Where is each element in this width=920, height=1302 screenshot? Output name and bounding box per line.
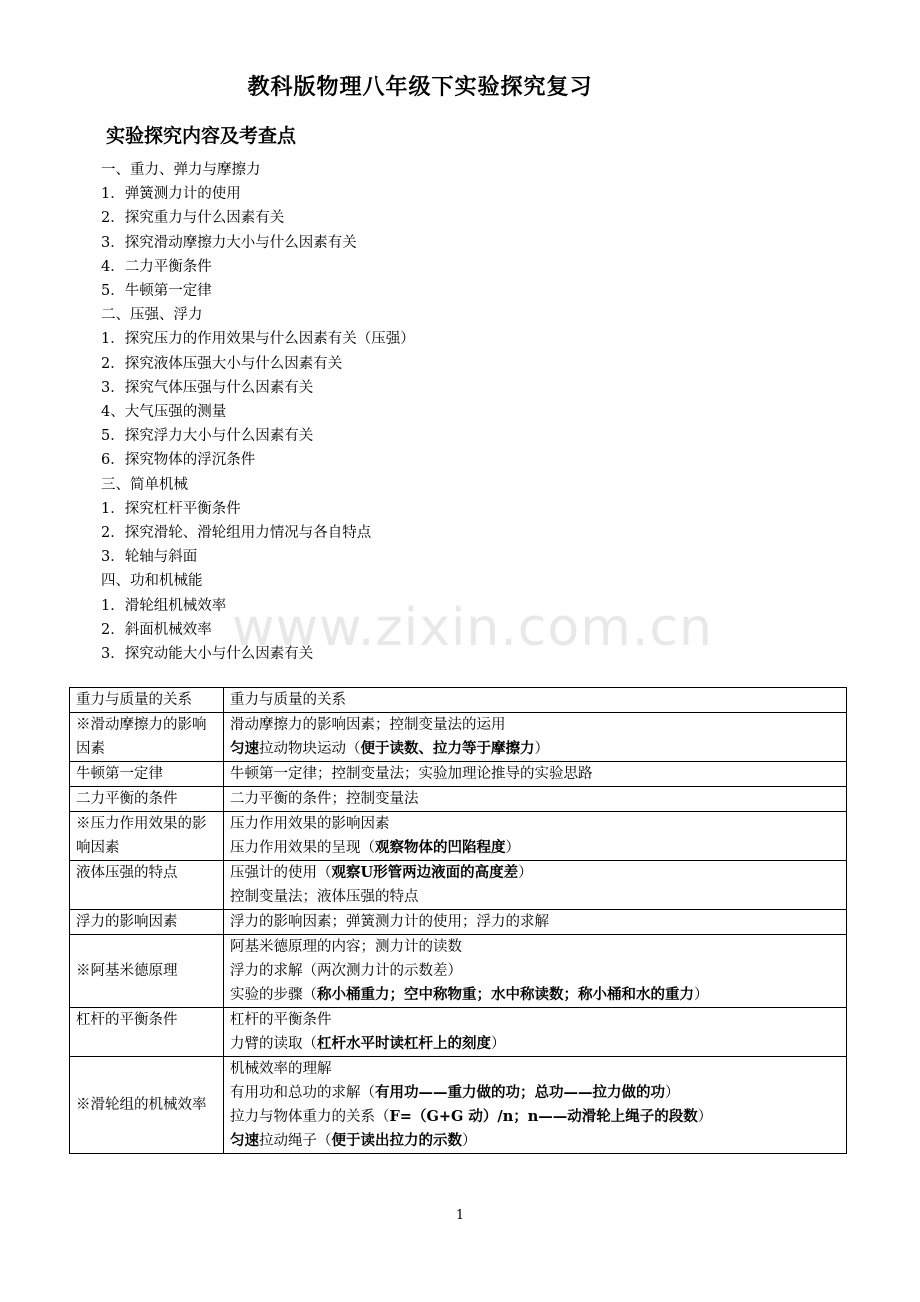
outline-item: 3．探究气体压强与什么因素有关 [101,379,314,396]
topic-cell: ※滑轮组的机械效率 [70,1057,224,1154]
point-line [230,1008,840,1032]
table-row [70,1008,847,1057]
emphasis-text: 有用功——重力做的功；总功——拉力做的功 [375,1084,665,1101]
table-row [70,713,847,762]
outline-item: 2．斜面机械效率 [101,621,212,638]
emphasis-text: 匀速 [230,1132,259,1149]
point-line [230,910,840,934]
outline-item: 1．探究杠杆平衡条件 [101,500,241,517]
point-text: 压强计的使用（ [230,865,332,881]
point-line [230,935,840,959]
points-cell [224,762,847,787]
outline-item: 2．探究重力与什么因素有关 [101,210,285,227]
point-text: ） [491,1036,506,1052]
page-title: 教科版物理八年级下实验探究复习 [247,75,593,100]
topic-cell: 浮力的影响因素 [70,910,224,935]
point-text: 杠杆的平衡条件 [230,1012,332,1028]
point-text: ） [694,987,709,1003]
point-text: 拉动绳子（ [259,1133,332,1149]
point-line [230,861,840,885]
outline-item: 4、大气压强的测量 [101,404,227,421]
point-text: 实验的步骤（ [230,987,317,1003]
outline-item: 3．探究动能大小与什么因素有关 [101,646,314,663]
point-line [230,836,840,860]
emphasis-text: F=（G+G 动）/n；n——动滑轮上绳子的段数 [389,1108,698,1125]
outline-item: 1．滑轮组机械效率 [101,597,227,614]
points-cell [224,812,847,861]
point-text: 滑动摩擦力的影响因素；控制变量法的运用 [230,717,506,733]
point-text: ） [534,741,549,757]
point-line [230,713,840,737]
point-text: 阿基米德原理的内容；测力计的读数 [230,939,462,955]
points-cell [224,861,847,910]
point-text: 拉动物块运动（ [259,741,361,757]
section-subtitle: 实验探究内容及考查点 [106,125,297,147]
table-row [70,861,847,910]
emphasis-text: 匀速 [230,740,259,757]
emphasis-text: 观察U形管两边液面的高度差 [331,864,519,881]
point-text: ） [462,1133,477,1149]
point-line [230,959,840,983]
points-cell [224,910,847,935]
points-cell [224,787,847,812]
watermark: www.zixin.com.cn [232,598,713,658]
point-text: 浮力的影响因素；弹簧测力计的使用；浮力的求解 [230,914,549,930]
table-row [70,935,847,1008]
outline-item: 3．轮轴与斜面 [101,549,198,566]
table-row [70,762,847,787]
point-line [230,737,840,761]
point-text: 拉力与物体重力的关系（ [230,1109,390,1125]
point-text: 压力作用效果的影响因素 [230,816,390,832]
outline-item: 3．探究滑动摩擦力大小与什么因素有关 [101,234,357,251]
point-line [230,983,840,1007]
point-line [230,812,840,836]
point-text: 力臂的读取（ [230,1036,317,1052]
outline-item: 二、压强、浮力 [101,307,203,324]
point-text: 压力作用效果的呈现（ [230,840,375,856]
topic-cell: 杠杆的平衡条件 [70,1008,224,1057]
point-text: ） [697,1109,713,1125]
points-cell [224,1008,847,1057]
outline-item: 2．探究液体压强大小与什么因素有关 [101,355,343,372]
points-cell [224,1057,847,1154]
table-row [70,910,847,935]
emphasis-text: 便于读数、拉力等于摩擦力 [360,740,535,757]
point-text: 二力平衡的条件；控制变量法 [230,791,419,807]
point-line [230,762,840,786]
point-line [230,787,840,811]
outline-item: 6．探究物体的浮沉条件 [101,452,256,469]
experiment-outline [101,158,415,666]
table-row [70,787,847,812]
point-text: 重力与质量的关系 [230,692,346,708]
outline-item: 4．二力平衡条件 [101,258,212,275]
outline-item: 四、功和机械能 [101,573,203,590]
topic-cell: 液体压强的特点 [70,861,224,910]
outline-item: 2．探究滑轮、滑轮组用力情况与各自特点 [101,525,372,542]
points-cell [224,688,847,713]
emphasis-text: 称小桶重力；空中称物重；水中称读数；称小桶和水的重力 [317,986,694,1003]
outline-item: 一、重力、弹力与摩擦力 [101,162,261,178]
point-line [230,1129,840,1153]
outline-item: 1．探究压力的作用效果与什么因素有关（压强） [101,331,415,348]
point-text: 控制变量法；液体压强的特点 [230,889,419,905]
table-row [70,688,847,713]
topic-cell: 重力与质量的关系 [70,688,224,713]
points-cell [224,935,847,1008]
point-text: ） [518,865,533,881]
point-text: 牛顿第一定律；控制变量法；实验加理论推导的实验思路 [230,766,593,782]
table-row [70,812,847,861]
topic-cell: 牛顿第一定律 [70,762,224,787]
topic-cell: ※滑动摩擦力的影响因素 [70,713,224,762]
point-line [230,885,840,909]
topic-cell: ※阿基米德原理 [70,935,224,1008]
outline-item: 1．弹簧测力计的使用 [101,186,241,203]
point-line [230,1032,840,1056]
point-text: 浮力的求解（两次测力计的示数差） [230,963,462,979]
point-text: 有用功和总功的求解（ [230,1085,375,1101]
review-table [69,687,847,1154]
outline-item: 5．探究浮力大小与什么因素有关 [101,428,314,445]
point-text: 机械效率的理解 [230,1061,332,1077]
emphasis-text: 观察物体的凹陷程度 [375,839,506,856]
point-line [230,1105,840,1129]
emphasis-text: 杠杆水平时读杠杆上的刻度 [317,1035,491,1052]
points-cell [224,713,847,762]
outline-item: 三、简单机械 [101,476,188,493]
table-row [70,1057,847,1154]
point-text: ） [665,1085,680,1101]
page-number: 1 [455,1208,465,1223]
point-line [230,1081,840,1105]
point-text: ） [505,840,520,856]
point-line [230,1057,840,1081]
emphasis-text: 便于读出拉力的示数 [331,1132,462,1149]
topic-cell: ※压力作用效果的影响因素 [70,812,224,861]
point-line [230,688,840,712]
outline-item: 5．牛顿第一定律 [101,283,212,300]
topic-cell: 二力平衡的条件 [70,787,224,812]
